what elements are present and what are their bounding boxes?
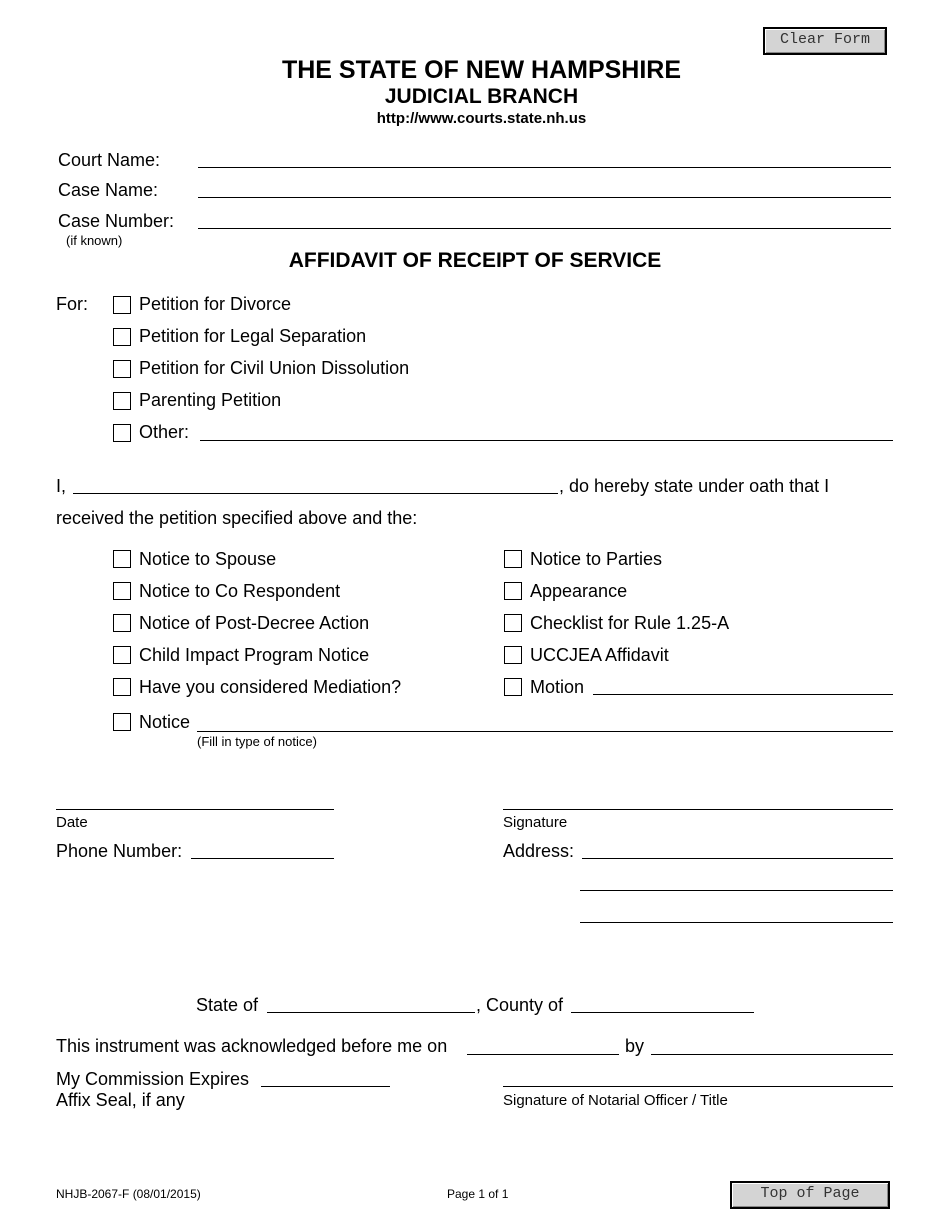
address-label: Address:	[503, 841, 575, 861]
legal-separation-checkbox[interactable]	[113, 328, 131, 346]
acknowledged-by-field[interactable]	[651, 1054, 893, 1055]
parenting-petition-checkbox[interactable]	[113, 392, 131, 410]
notice-parties-label: Notice to Parties	[530, 549, 663, 569]
commission-label: My Commission Expires	[56, 1069, 250, 1089]
affix-seal-label: Affix Seal, if any	[56, 1090, 185, 1110]
state-field[interactable]	[267, 1012, 475, 1013]
address-line-3[interactable]	[580, 922, 893, 923]
case-number-label: Case Number:	[58, 211, 175, 231]
by-label: by	[625, 1036, 645, 1056]
date-field[interactable]	[56, 809, 334, 810]
court-name-field[interactable]	[198, 167, 891, 168]
received-text: received the petition specified above and the:	[56, 508, 418, 528]
state-of-label: State of	[196, 995, 259, 1015]
case-name-field[interactable]	[198, 197, 891, 198]
notice-post-decree-label: Notice of Post-Decree Action	[139, 613, 370, 633]
notice-type-hint: (Fill in type of notice)	[197, 734, 317, 749]
case-name-label: Case Name:	[58, 180, 159, 200]
notice-other-label: Notice	[139, 712, 191, 732]
legal-separation-label: Petition for Legal Separation	[139, 326, 367, 346]
uccjea-label: UCCJEA Affidavit	[530, 645, 669, 665]
affiant-name-field[interactable]	[73, 493, 558, 494]
signature-field[interactable]	[503, 809, 893, 810]
notice-type-field[interactable]	[197, 731, 893, 732]
acknowledged-text: This instrument was acknowledged before me on	[56, 1036, 448, 1056]
for-label: For:	[56, 294, 89, 314]
notice-spouse-label: Notice to Spouse	[139, 549, 277, 569]
notice-spouse-checkbox[interactable]	[113, 550, 131, 568]
petition-divorce-checkbox[interactable]	[113, 296, 131, 314]
other-label: Other:	[139, 422, 190, 442]
mediation-checkbox[interactable]	[113, 678, 131, 696]
appearance-label: Appearance	[530, 581, 628, 601]
form-id: NHJB-2067-F (08/01/2015)	[56, 1187, 201, 1201]
motion-label: Motion	[530, 677, 585, 697]
date-label: Date	[56, 814, 88, 831]
child-impact-checkbox[interactable]	[113, 646, 131, 664]
case-number-field[interactable]	[198, 228, 891, 229]
county-of-label: , County of	[476, 995, 564, 1015]
court-name-label: Court Name:	[58, 150, 161, 170]
mediation-label: Have you considered Mediation?	[139, 677, 402, 697]
other-checkbox[interactable]	[113, 424, 131, 442]
child-impact-label: Child Impact Program Notice	[139, 645, 370, 665]
page-number: Page 1 of 1	[447, 1187, 509, 1201]
motion-field[interactable]	[593, 694, 893, 695]
county-field[interactable]	[571, 1012, 754, 1013]
notice-co-respondent-checkbox[interactable]	[113, 582, 131, 600]
acknowledged-date-field[interactable]	[467, 1054, 619, 1055]
uccjea-checkbox[interactable]	[504, 646, 522, 664]
notarial-signature-label: Signature of Notarial Officer / Title	[503, 1092, 728, 1109]
civil-union-label: Petition for Civil Union Dissolution	[139, 358, 410, 378]
i-label: I,	[56, 476, 67, 496]
other-field[interactable]	[200, 440, 893, 441]
top-of-page-button[interactable]: Top of Page	[730, 1181, 890, 1209]
parenting-petition-label: Parenting Petition	[139, 390, 282, 410]
oath-text: , do hereby state under oath that I	[559, 476, 830, 496]
checklist-rule-label: Checklist for Rule 1.25-A	[530, 613, 730, 633]
clear-form-button[interactable]: Clear Form	[763, 27, 887, 55]
court-url: http://www.courts.state.nh.us	[376, 110, 587, 127]
petition-divorce-label: Petition for Divorce	[139, 294, 292, 314]
phone-field[interactable]	[191, 858, 334, 859]
notice-other-checkbox[interactable]	[113, 713, 131, 731]
civil-union-checkbox[interactable]	[113, 360, 131, 378]
signature-label: Signature	[503, 814, 568, 831]
notarial-signature-field[interactable]	[503, 1086, 893, 1087]
commission-field[interactable]	[261, 1086, 390, 1087]
address-line-1[interactable]	[582, 858, 893, 859]
notice-post-decree-checkbox[interactable]	[113, 614, 131, 632]
address-line-2[interactable]	[580, 890, 893, 891]
checklist-rule-checkbox[interactable]	[504, 614, 522, 632]
form-title: AFFIDAVIT OF RECEIPT OF SERVICE	[288, 249, 662, 272]
appearance-checkbox[interactable]	[504, 582, 522, 600]
state-title: THE STATE OF NEW HAMPSHIRE	[281, 56, 682, 84]
notice-parties-checkbox[interactable]	[504, 550, 522, 568]
branch-title: JUDICIAL BRANCH	[384, 85, 579, 108]
motion-checkbox[interactable]	[504, 678, 522, 696]
notice-co-respondent-label: Notice to Co Respondent	[139, 581, 341, 601]
phone-label: Phone Number:	[56, 841, 183, 861]
if-known-note: (if known)	[66, 233, 123, 248]
